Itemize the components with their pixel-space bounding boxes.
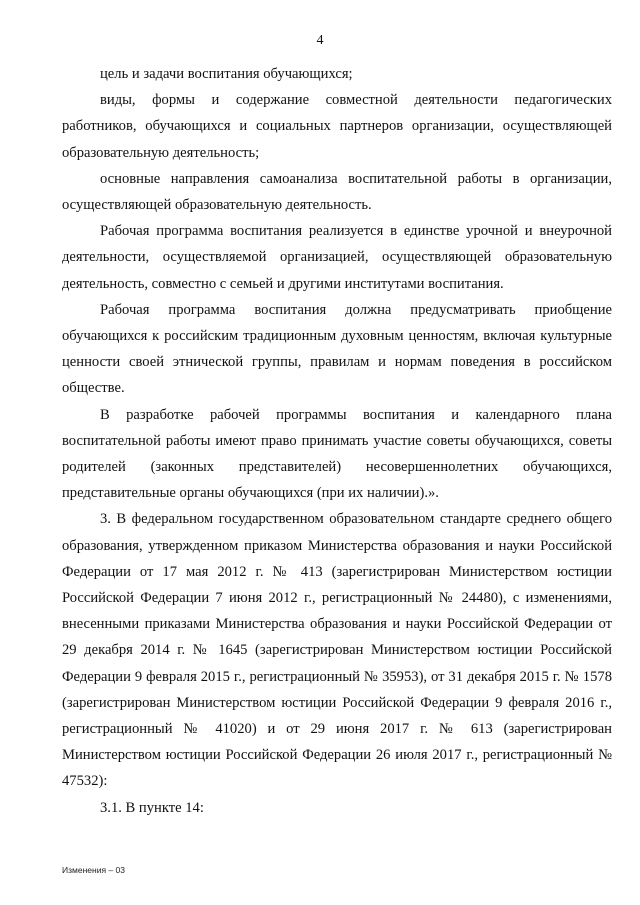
paragraph-item-3-standard: 3. В федеральном государственном образовательном стандарте среднего общего образования, утвержденном приказом Министерства образования и науки Российской Федерации от 17 мая 2012 г. № 413 (зарегистрирован Министерством юстиции Российской Федерации 7 июня 2012 г., регистрационный № 24480), с изменениями, внесенными приказами Министерства образования и науки Российской Федерации от 29 декабря 2014 г. № 1645 (зарегистрирован Министерством юстиции Российской Федерации 9 февраля 2015 г., регистрационный № 35953), от 31 декабря 2015 г. № 1578 (зарегистрирован Министерством юстиции Российской Федерации 9 февраля 2016 г., регистрационный № 41020) и от 29 июня 2017 г. № 613 (зарегистрирован Министерством юстиции Российской Федерации 26 июля 2017 г., регистрационный № 47532): (62, 511, 612, 790)
paragraph-item-3-1: 3.1. В пункте 14: (100, 799, 204, 816)
paragraph-traditional-values: Рабочая программа воспитания должна предусматривать приобщение обучающихся к российским традиционным духовным ценностям, включая культурные ценности своей этнической группы, правилам и нормам поведения в российском обществе. (62, 301, 612, 397)
page-number: 4 (316, 33, 324, 48)
paragraph-self-analysis: основные направления самоанализа воспитательной работы в организации, осуществляющей образовательную деятельность. (62, 170, 612, 214)
document-body (62, 61, 612, 821)
paragraph-goals: цель и задачи воспитания обучающихся; (100, 66, 353, 82)
paragraph-participation: В разработке рабочей программы воспитания и календарного плана воспитательной работы имеют право принимать участие советы обучающихся, советы родителей (законных представителей) несовершеннолетних обучающихся, представительные органы обучающихся (при их наличии).». (62, 406, 612, 502)
footer-note: Изменения – 03 (62, 865, 125, 875)
paragraph-activity-types: виды, формы и содержание совместной деятельности педагогических работников, обучающихся и социальных партнеров организации, осуществляющей образовательную деятельность; (62, 92, 612, 161)
paragraph-program-implementation: Рабочая программа воспитания реализуется в единстве урочной и внеурочной деятельности, осуществляемой организацией, осуществляющей образовательную деятельность, совместно с семьей и другими институтами воспитания. (62, 223, 612, 292)
